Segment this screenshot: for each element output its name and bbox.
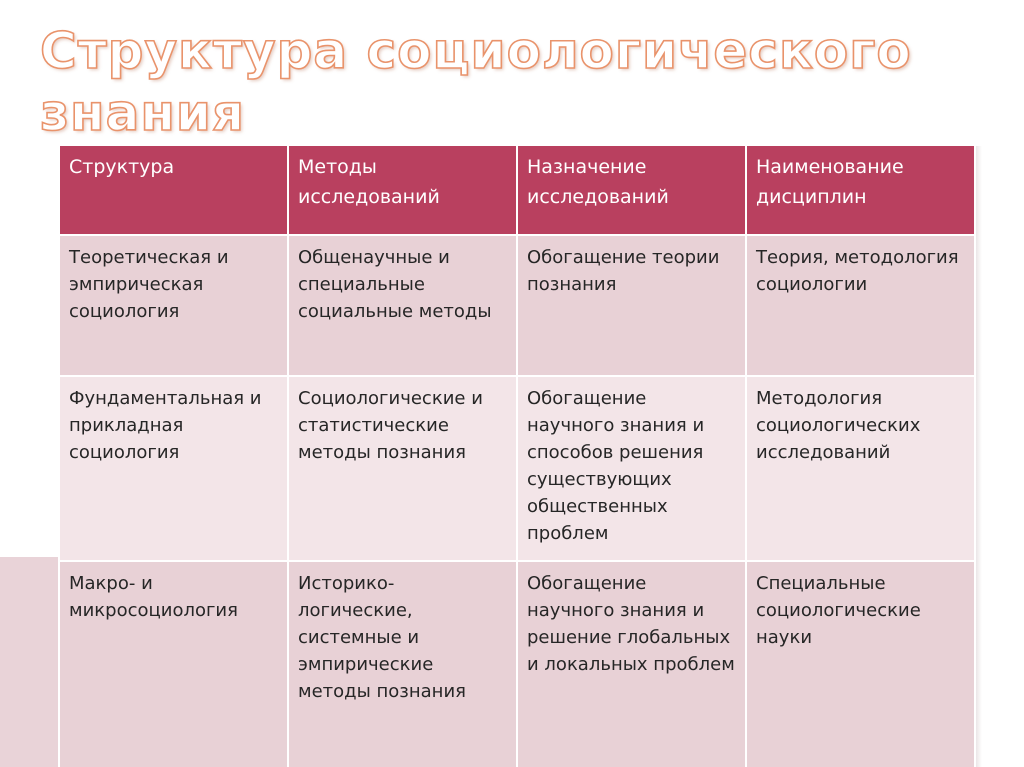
table-cell: Социологические и статистические методы познания [288, 376, 517, 561]
table-cell: Теоретическая и эмпирическая социология [59, 235, 288, 376]
table-cell: Обогащение теории познания [517, 235, 746, 376]
header-research-methods: Методы исследований [288, 145, 517, 235]
table-cell: Методология социологических исследований [746, 376, 975, 561]
header-discipline-names: Наименование дисциплин [746, 145, 975, 235]
sociology-structure-table [58, 144, 976, 767]
table-cell: Фундаментальная и прикладная социология [59, 376, 288, 561]
table-row [59, 235, 975, 376]
table-cell: Обогащение научного знания и способов решения существующих общественных проблем [517, 376, 746, 561]
left-decoration-block [0, 557, 58, 767]
table-cell: Обогащение научного знания и решение глобальных и локальных проблем [517, 561, 746, 767]
header-structure: Структура [59, 145, 288, 235]
table-row [59, 561, 975, 767]
slide-title: Структура социологического знания [40, 22, 912, 142]
table-header-row [59, 145, 975, 235]
table-cell: Теория, методология социологии [746, 235, 975, 376]
header-research-purpose: Назначение исследований [517, 145, 746, 235]
table-row [59, 376, 975, 561]
table-cell: Общенаучные и специальные социальные методы [288, 235, 517, 376]
table-cell: Специальные социологические науки [746, 561, 975, 767]
table-cell: Историко-логические, системные и эмпирические методы познания [288, 561, 517, 767]
table-cell: Макро- и микросоциология [59, 561, 288, 767]
